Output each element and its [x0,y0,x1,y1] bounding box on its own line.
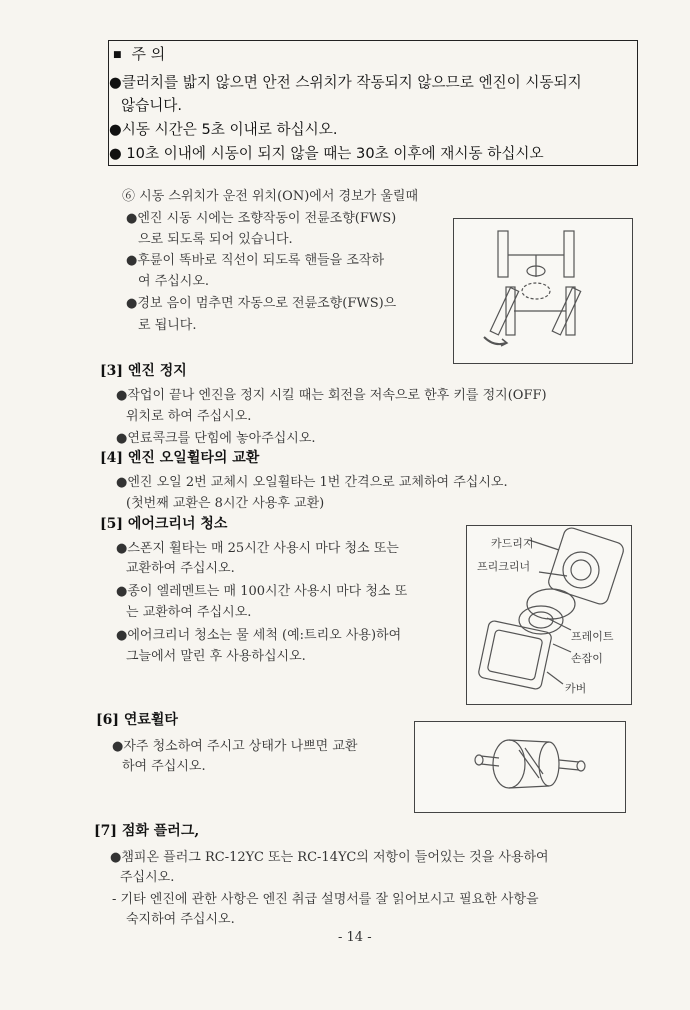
caution-box [108,40,638,166]
steering-diagram [453,218,633,364]
caution-line-1: ●클러치를 밟지 않으면 안전 스위치가 작동되지 않으므로 엔진이 시동되지 [109,74,582,91]
step6-bullet-1b: 으로 되도록 되어 있습니다. [138,232,293,247]
section7-note-b: 숙지하여 주십시오. [126,912,235,927]
section7-note-a: - 기타 엔진에 관한 사항은 엔진 취급 설명서를 잘 읽어보시고 필요한 사항을 [112,892,539,907]
section7-bullet-1a: ●챔피온 플러그 RC-12YC 또는 RC-14YC의 저항이 들어있는 것을 사용하여 [110,850,549,865]
section3-bullet-1a: ●작업이 끝나 엔진을 정지 시킬 때는 회전을 저속으로 한후 키를 정지(OFF) [116,388,547,403]
caution-line-2: 않습니다. [121,97,183,114]
fuel-filter-illustration [415,722,627,814]
label-prefilter: 프리크리너 [477,560,531,573]
page-number: - 14 - [338,930,372,945]
section6-bullet-1b: 하여 주십시오. [122,759,206,774]
section6-heading: [6] 연료휠타 [96,712,178,728]
section5-bullet-3a: ●에어크리너 청소는 물 세척 (예:트리오 사용)하여 [116,628,402,643]
scan-edge [0,998,690,1010]
section4-heading: [4] 엔진 오일휠타의 교환 [100,450,260,466]
fuel-filter-diagram [414,721,626,813]
label-cartridge: 카드리지 [491,537,534,550]
section5-bullet-3b: 그늘에서 말린 후 사용하십시오. [126,649,306,664]
air-cleaner-diagram [466,525,632,705]
section7-heading: [7] 점화 플러그, [94,823,200,839]
section7-bullet-1b: 주십시오. [120,870,175,885]
caution-title [113,43,165,64]
label-plate: 프레이트 [571,630,614,643]
section5-bullet-2a: ●종이 엘레멘트는 매 100시간 사용시 마다 청소 또 [116,584,408,599]
section4-note: (첫번째 교환은 8시간 사용후 교환) [126,496,325,511]
section3-bullet-2: ●연료콕크를 단힘에 놓아주십시오. [116,431,316,446]
step6-bullet-1a: ●엔진 시동 시에는 조향작동이 전륜조향(FWS) [126,211,397,226]
caution-title-text: 주 의 [131,45,166,63]
section5-heading: [5] 에어크리너 청소 [100,516,228,532]
section5-bullet-2b: 는 교환하여 주십시오. [126,605,252,620]
section5-bullet-1b: 교환하여 주십시오. [126,561,235,576]
section4-bullet-1: ●엔진 오일 2번 교체시 오일휠타는 1번 간격으로 교체하여 주십시오. [116,475,508,490]
section3-heading: [3] 엔진 정지 [100,363,187,379]
caution-line-4: ● 10초 이내에 시동이 되지 않을 때는 30초 이후에 재시동 하십시오 [109,145,544,162]
step6-heading: ⑥ 시동 스위치가 운전 위치(ON)에서 경보가 울릴때 [122,189,419,204]
step6-bullet-3a: ●경보 음이 멈추면 자동으로 전륜조향(FWS)으 [126,296,397,311]
air-cleaner-illustration [467,526,633,706]
section5-bullet-1a: ●스폰지 휠타는 매 25시간 사용시 마다 청소 또는 [116,541,399,556]
step6-bullet-3b: 로 됩니다. [138,318,197,333]
label-handle: 손잡이 [571,652,603,665]
section3-bullet-1b: 위치로 하여 주십시오. [126,409,252,424]
step6-bullet-2b: 여 주십시오. [138,274,210,289]
steering-illustration [454,219,634,365]
caution-line-3: ●시동 시간은 5초 이내로 하십시오. [109,121,338,138]
step6-bullet-2a: ●후륜이 똑바로 직선이 되도록 핸들을 조작하 [126,253,385,268]
section6-bullet-1a: ●자주 청소하여 주시고 상태가 나쁘면 교환 [112,739,358,754]
label-cover: 카버 [565,682,587,695]
